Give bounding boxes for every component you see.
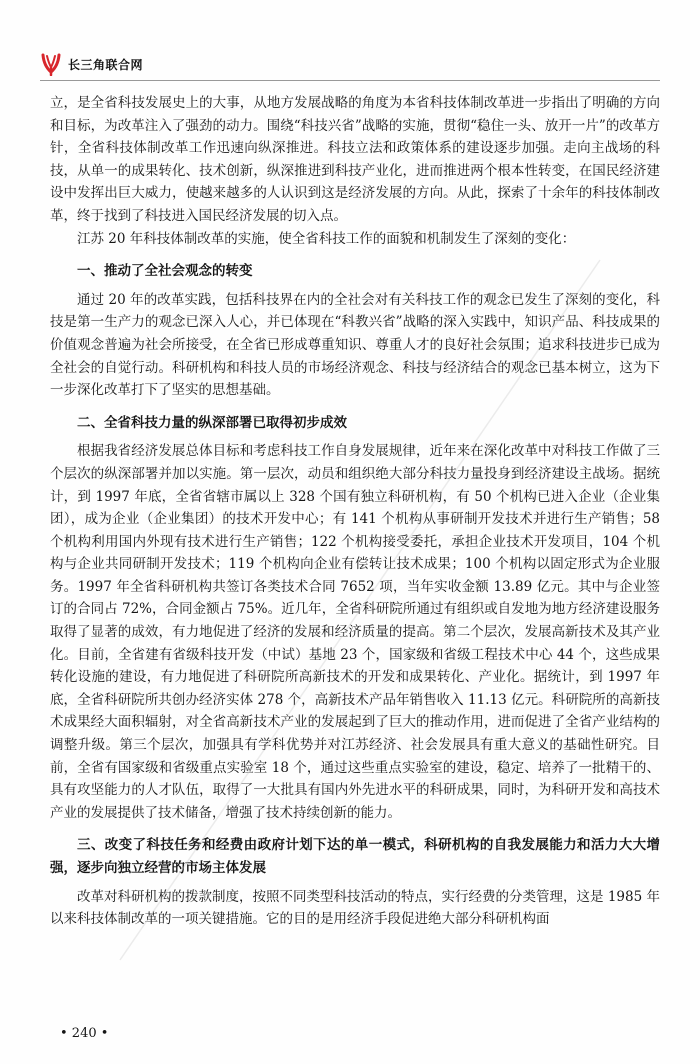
paragraph-3: 通过 20 年的改革实践，包括科技界在内的全社会对有关科技工作的观念已发生了深刻的变化，科技是第一生产力的观念已深入人心，并已体现在“科教兴省”战略的深入实践中，知识产品、科技成果的价值观念普遍为社会所接受，在全省已形成尊重知识、尊重人才的良好社会氛围；追求科技进步已成为全社会的自觉行动。科研机构和科技人员的市场经济观念、科技与经济结合的观念已基本树立，这为下一步深化改革打下了坚实的思想基础。 xyxy=(50,291,660,399)
site-name: 长三角联合网 xyxy=(68,57,144,72)
paragraph-2: 江苏 20 年科技体制改革的实施，使全省科技工作的面貌和机制发生了深刻的变化： xyxy=(77,230,576,247)
paragraph-5: 改革对科研机构的拨款制度，按照不同类型科技活动的特点，实行经费的分类管理，这是 1985 年以来科技体制改革的一项关键措施。它的目的是用经济手段促进绝大部分科研机构面 xyxy=(50,888,660,928)
swirl-logo-icon xyxy=(40,52,62,76)
section-heading-1: 一、推动了全社会观念的转变 xyxy=(77,263,253,280)
section-heading-2: 二、全省科技力量的纵深部署已取得初步成效 xyxy=(77,414,347,431)
header-divider xyxy=(40,80,660,81)
body-text xyxy=(50,92,660,931)
paragraph-1: 立，是全省科技发展史上的大事，从地方发展战略的角度为本省科技体制改革进一步指出了明确的方向和目标，为改革注入了强劲的动力。围绕“科技兴省”战略的实施，贯彻“稳住一头、放开一片”的改革方针，全省科技体制改革工作迅速向纵深推进。科技立法和政策体系的建设逐步加强。走向主战场的科技，从单一的成果转化、技术创新，纵深推进到科技产业化，进而推进两个根本性转变，在国民经济建设中发挥出巨大威力，使越来越多的人认识到这是经济发展的方向。从此，探索了十余年的科技体制改革，终于找到了科技进入国民经济发展的切入点。 xyxy=(50,95,660,224)
section-heading-3: 三、改变了科技任务和经费由政府计划下达的单一模式，科研机构的自我发展能力和活力大大增强，逐步向独立经营的市场主体发展 xyxy=(50,837,660,876)
paragraph-4: 根据我省经济发展总体目标和考虑科技工作自身发展规律，近年来在深化改革中对科技工作做了三个层次的纵深部署并加以实施。第一层次，动员和组织绝大部分科技力量投身到经济建设主战场。据统计，到 1997 年底，全省省辖市属以上 328 个国有独立科研机构，有 50 个机构已进入企业（企业集团），成为企业（企业集团）的技术开发中心；有 141 个机构从事研制开发技术并进行生产销售；58 个机构利用国内外现有技术进行生产销售；122 个机构接受委托，承担企业技术开发项目，104 个机构与企业共同研制开发技术；119 个机构向企业有偿转让技术成果；100 个机构以固定形式为企业服务。1997 年全省科研机构共签订各类技术合同 7652 项，当年实收金额 13.89 亿元。其中与企业签订的合同占 72%，合同金额占 75%。近几年，全省科研院所通过有组织或自发地为地方经济建设服务取得了显著的成效，有力地促进了经济的发展和经济质量的提高。第二个层次，发展高新技术及其产业化。目前，全省建有省级科技开发（中试）基地 23 个，国家级和省级工程技术中心 44 个，这些成果转化设施的建设，有力地促进了科研院所高新技术的开发和成果转化、产业化。据统计，到 1997 年底，全省科研院所共创办经济实体 278 个，高新技术产品年销售收入 11.13 亿元。科研院所的高新技术成果经大面积辐射，对全省高新技术产业的发展起到了巨大的推动作用，进而促进了全省产业结构的调整升级。第三个层次，加强具有学科优势并对江苏经济、社会发展具有重大意义的基础性研究。目前，全省有国家级和省级重点实验室 18 个，通过这些重点实验室的建设，稳定、培养了一批精干的、具有攻坚能力的人才队伍，取得了一大批具有国内外先进水平的科研成果，同时，为科研开发和高技术产业的发展提供了技术储备，增强了技术持续创新的能力。 xyxy=(50,443,660,821)
page-header xyxy=(40,50,143,78)
page-number: • 240 • xyxy=(60,1026,109,1041)
